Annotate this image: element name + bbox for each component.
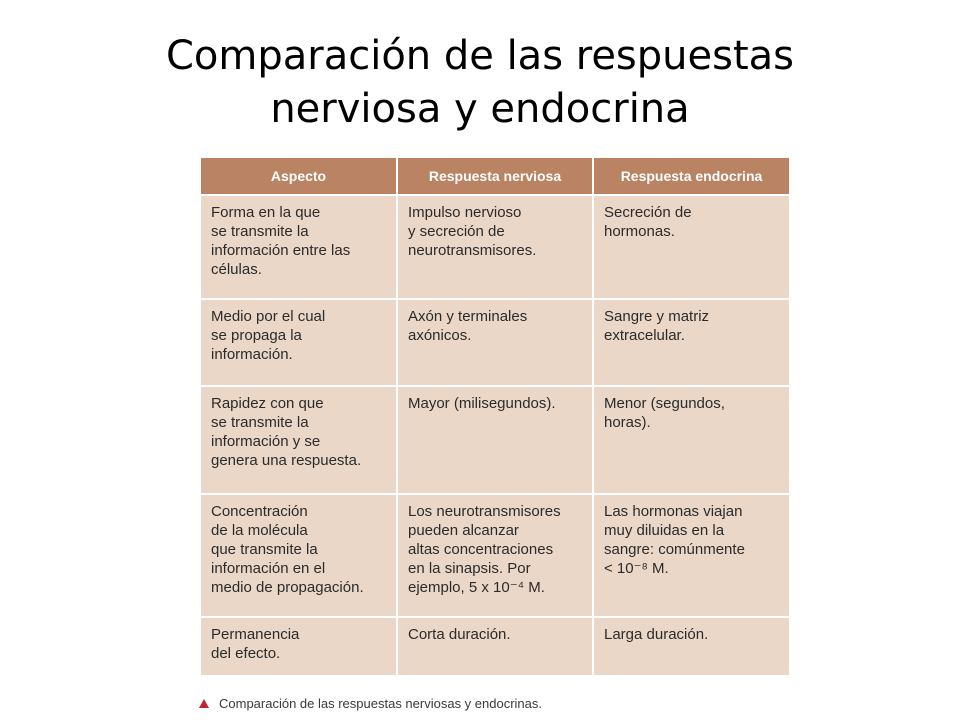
table-cell-aspecto: Forma en la que se transmite la información entre las células. xyxy=(200,195,397,299)
caption-text: Comparación de las respuestas nerviosas y endocrinas. xyxy=(219,696,543,711)
triangle-icon xyxy=(199,699,209,708)
slide-title-line-2: nerviosa y endocrina xyxy=(270,86,690,132)
table-cell-aspecto: Concentración de la molécula que transmite la información en el medio de propagación. xyxy=(200,494,397,617)
table-row xyxy=(200,617,790,676)
figure-caption xyxy=(199,696,789,712)
table-header-row xyxy=(200,158,790,195)
table-cell-nerviosa: Mayor (milisegundos). xyxy=(397,386,593,494)
table-cell-nerviosa: Impulso nervioso y secreción de neurotransmisores. xyxy=(397,195,593,299)
column-header-aspecto: Aspecto xyxy=(200,158,397,195)
table-row xyxy=(200,195,790,299)
table-cell-nerviosa: Corta duración. xyxy=(397,617,593,676)
table-row xyxy=(200,386,790,494)
table-row xyxy=(200,299,790,386)
table-cell-nerviosa: Los neurotransmisores pueden alcanzar altas concentraciones en la sinapsis. Por ejemplo, 5 x 10⁻⁴ M. xyxy=(397,494,593,617)
comparison-figure xyxy=(199,158,789,677)
column-header-respuesta-nerviosa: Respuesta nerviosa xyxy=(397,158,593,195)
table-cell-nerviosa: Axón y terminales axónicos. xyxy=(397,299,593,386)
slide-title-line-1: Comparación de las respuestas xyxy=(165,33,794,79)
table-cell-endocrina: Menor (segundos, horas). xyxy=(593,386,790,494)
table-cell-aspecto: Permanencia del efecto. xyxy=(200,617,397,676)
table-cell-endocrina: Secreción de hormonas. xyxy=(593,195,790,299)
table-cell-aspecto: Rapidez con que se transmite la información y se genera una respuesta. xyxy=(200,386,397,494)
comparison-table xyxy=(199,158,791,677)
table-cell-endocrina: Sangre y matriz extracelular. xyxy=(593,299,790,386)
table-row xyxy=(200,494,790,617)
table-cell-aspecto: Medio por el cual se propaga la información. xyxy=(200,299,397,386)
table-cell-endocrina: Larga duración. xyxy=(593,617,790,676)
column-header-respuesta-endocrina: Respuesta endocrina xyxy=(593,158,790,195)
table-cell-endocrina: Las hormonas viajan muy diluidas en la sangre: comúnmente < 10⁻⁸ M. xyxy=(593,494,790,617)
slide-title xyxy=(0,30,960,136)
